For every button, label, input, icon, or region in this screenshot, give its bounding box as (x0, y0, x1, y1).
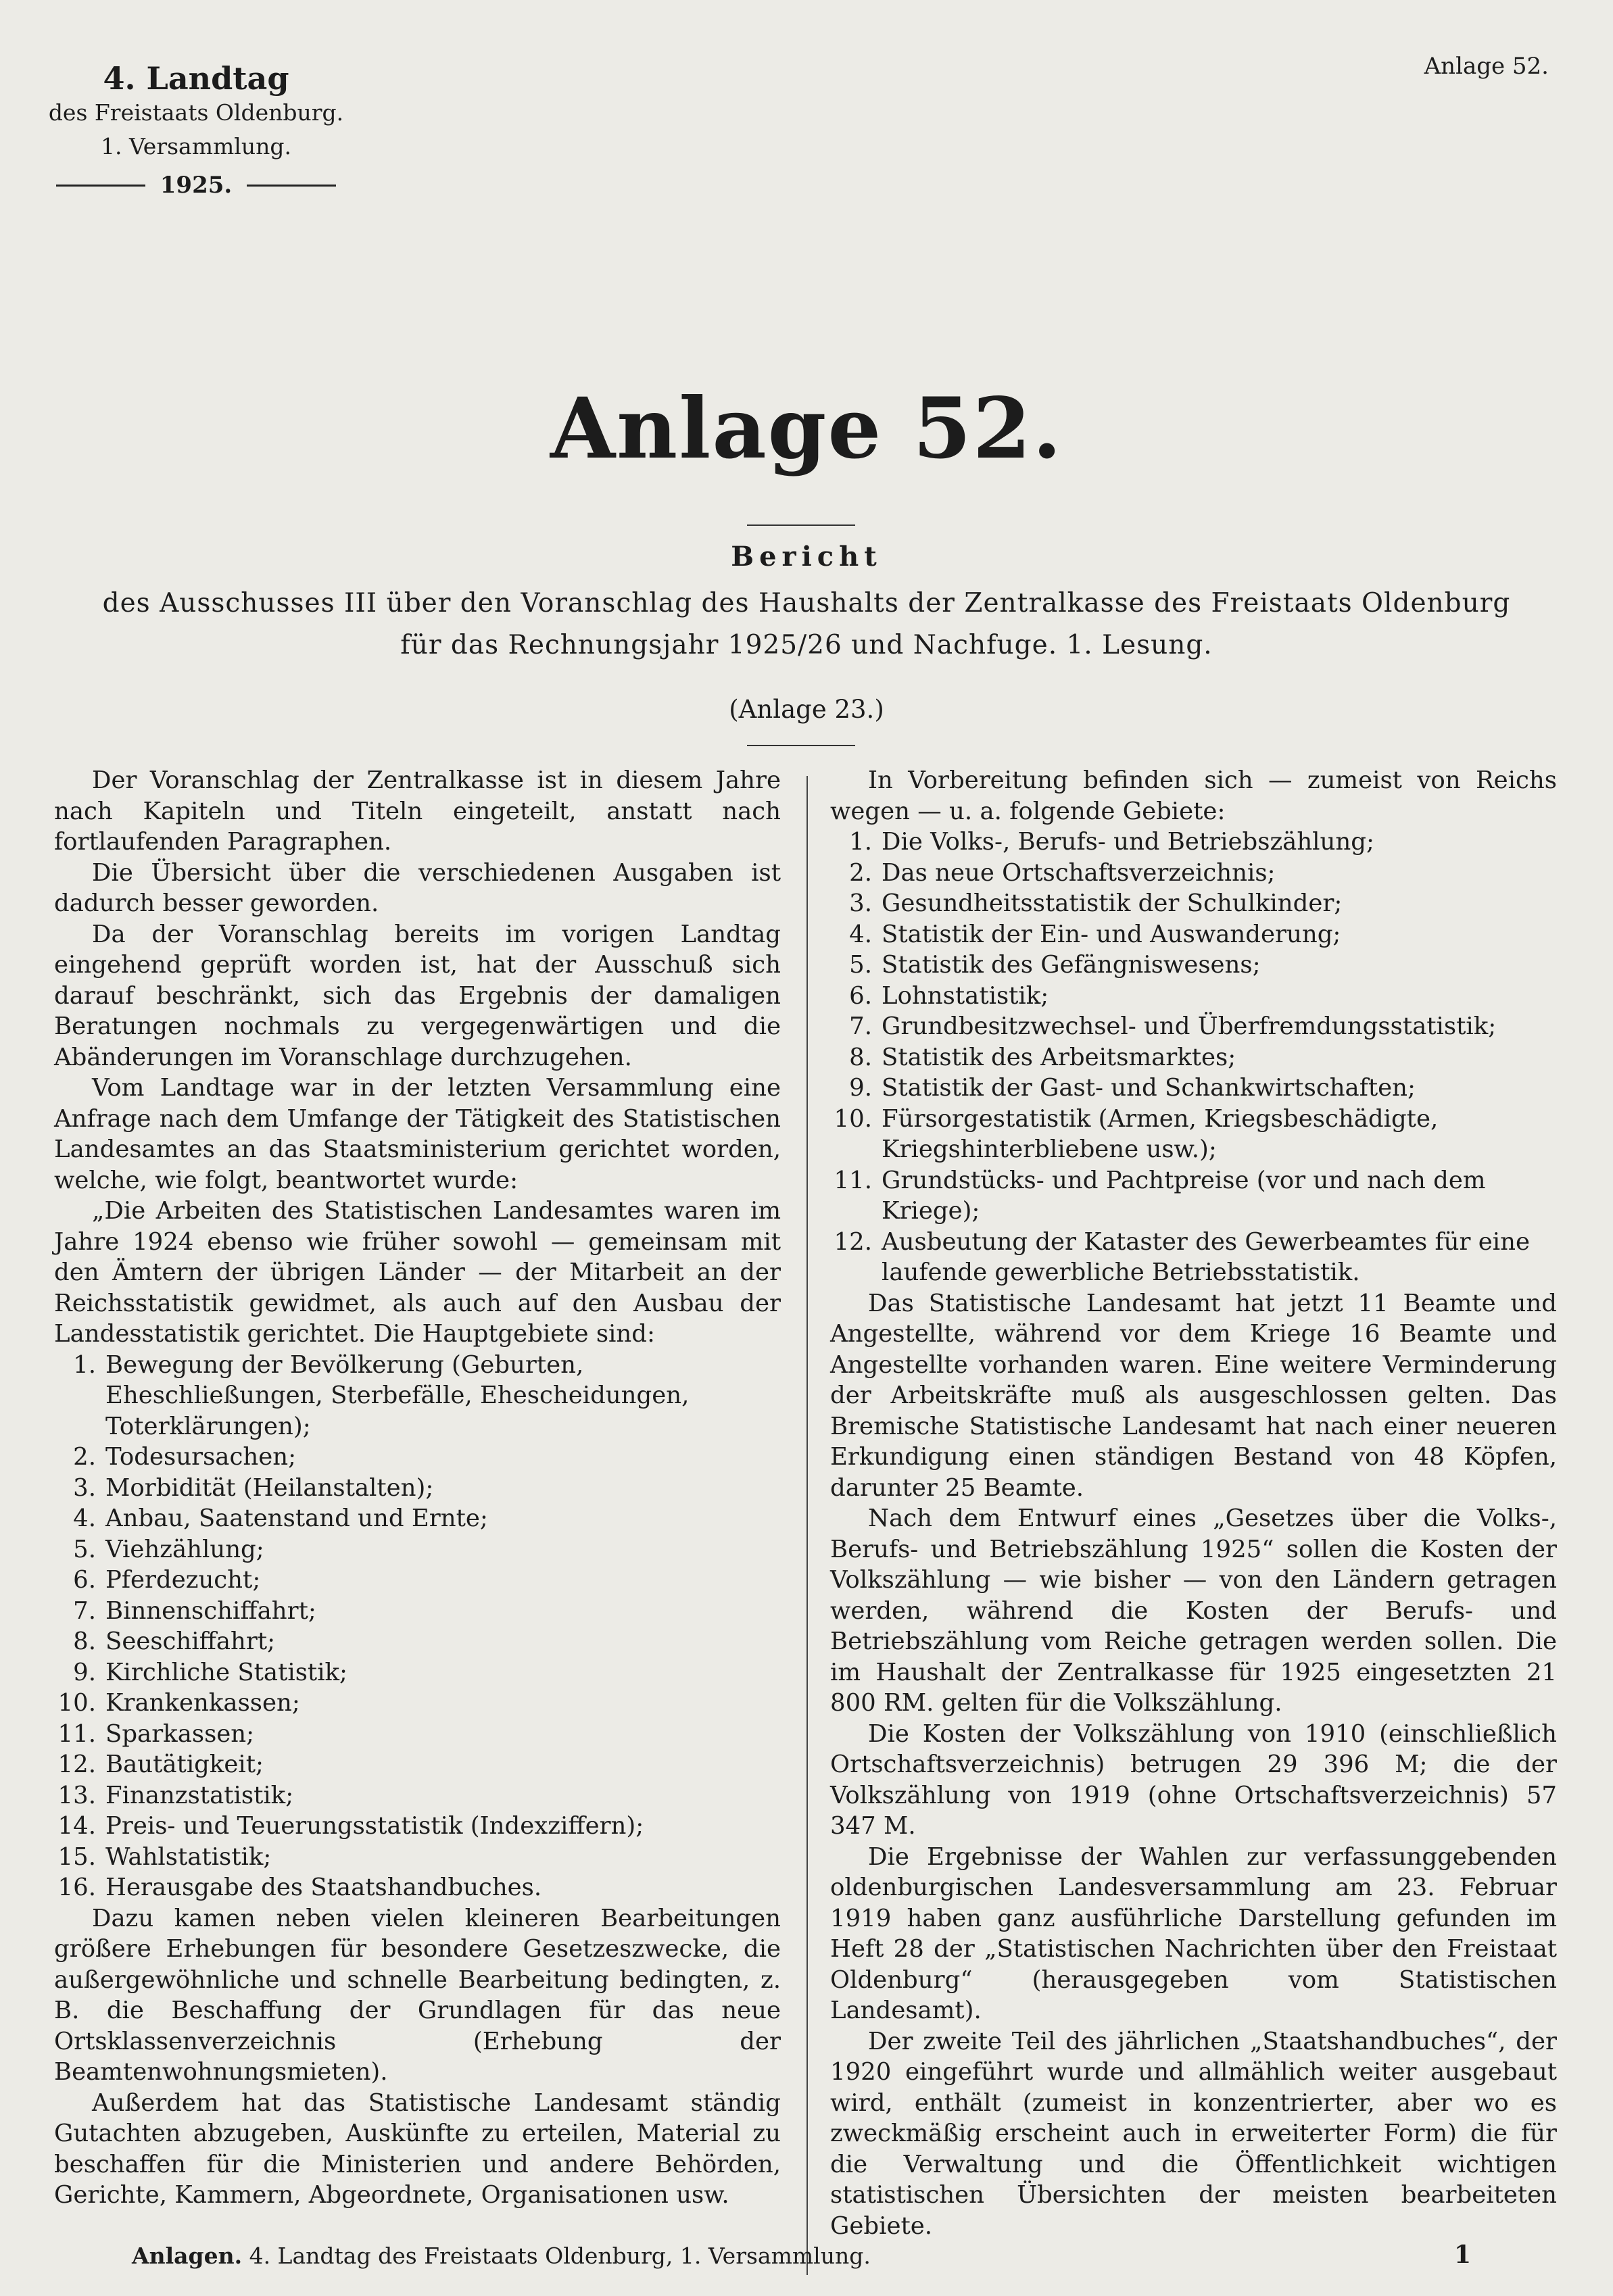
list-item: 1. Die Volks-, Berufs- und Betriebszählung; (849, 828, 1374, 856)
paragraph: Das Statistische Landesamt hat jetzt 11 Beamte und Angestellte, während vor dem Kriege 16 Beamte und Angestellte vorhanden waren. Eine weitere Verminderung der Arbeitskräfte muß als ausgeschlossen gelten. Das Bremische Statistische Landesamt hat nach einer neueren Erkundigung einen ständigen Bestand von 48 Köpfen, darunter 25 Beamte. (830, 1289, 1557, 1502)
list-item: 10. Krankenkassen; (57, 1689, 300, 1717)
list-item: 6. Lohnstatistik; (849, 981, 1049, 1010)
header-rule-right (247, 185, 336, 187)
header-year: 1925. (160, 172, 233, 199)
list-item: 4. Anbau, Saatenstand und Ernte; (73, 1505, 488, 1532)
header-landtag: 4. Landtag (103, 60, 289, 97)
page-footer (132, 2243, 871, 2269)
list-item: 2. Das neue Ortschaftsverzeichnis; (849, 858, 1276, 887)
header-rule-left (56, 185, 145, 187)
main-areas-list (54, 1350, 781, 1903)
footer-text: 4. Landtag des Freistaats Oldenburg, 1. Versammlung. (249, 2243, 871, 2269)
list-item: 14. Preis- und Teuerungsstatistik (Indexziffern); (57, 1812, 644, 1840)
header-annex-label: Anlage 52. (1424, 53, 1549, 80)
report-description (81, 583, 1532, 666)
list-item: 8. Seeschiffahrt; (73, 1628, 276, 1655)
list-item: 8. Statistik des Arbeitsmarktes; (849, 1043, 1236, 1071)
header-block (47, 59, 345, 205)
paragraph: Der zweite Teil des jährlichen „Staatshandbuches“, der 1920 eingeführt wurde und allmählich weiter ausgebaut wird, enthält (zumeist in konzentrierter, aber wo es zweckmäßig erscheint auch in erweiterter Form) die für die Verwaltung und die Öffentlichkeit wichtigen statistischen Übersichten der meisten bearbeiteten Gebiete. (830, 2027, 1557, 2240)
list-item: 9. Kirchliche Statistik; (73, 1658, 348, 1686)
paragraph: Dazu kamen neben vielen kleineren Bearbeitungen größere Erhebungen für besondere Gesetzeszwecke, die außergewöhnliche und schnelle Bearbeitung bedingten, z. B. die Beschaffung der Grundlagen für das neue Ortsklassenverzeichnis (Erhebung der Beamtenwohnungsmieten). (54, 1904, 781, 2086)
paragraph: Die Kosten der Volkszählung von 1910 (einschließlich Ortschaftsverzeichnis) betrugen 29 396 M; die der Volkszählung von 1919 (ohne Ortschaftsverzeichnis) 57 347 M. (830, 1719, 1557, 1840)
paragraph: „Die Arbeiten des Statistischen Landesamtes waren im Jahre 1924 ebenso wie früher sowohl — gemeinsam mit den Ämtern der übrigen Länder — der Mitarbeit an der Reichsstatistik gewidmet, als auch auf den Ausbau der Landesstatistik gerichtet. Die Hauptgebiete sind: (54, 1197, 781, 1348)
heading-divider (747, 745, 855, 746)
header-state: des Freistaats Oldenburg. (48, 99, 344, 126)
list-item: 11. Sparkassen; (57, 1719, 255, 1748)
paragraph: Die Übersicht über die verschiedenen Ausgaben ist dadurch besser geworden. (54, 858, 781, 917)
list-item: 3. Morbidität (Heilanstalten); (73, 1473, 434, 1502)
list-item: 2. Todesursachen; (73, 1443, 297, 1471)
report-heading: Bericht (731, 541, 882, 572)
column-divider (806, 776, 808, 2275)
list-item: 1. Bewegung der Bevölkerung (Geburten, Eheschließungen, Sterbefälle, Ehescheidungen, Toterklärungen); (73, 1350, 690, 1440)
list-item: 3. Gesundheitsstatistik der Schulkinder; (849, 889, 1343, 917)
list-item: 5. Viehzählung; (73, 1535, 264, 1563)
list-item: 13. Finanzstatistik; (57, 1781, 294, 1809)
list-item: 15. Wahlstatistik; (57, 1842, 272, 1871)
paragraph: Vom Landtage war in der letzten Versammlung eine Anfrage nach dem Umfange der Tätigkeit des Statistischen Landesamtes an das Staatsministerium gerichtet worden, welche, wie folgt, beantwortet wurde: (54, 1074, 781, 1194)
report-description-line2: für das Rechnungsjahr 1925/26 und Nachfuge. 1. Lesung. (400, 630, 1213, 660)
title-divider (747, 524, 855, 526)
page-number: 1 (1453, 2241, 1471, 2269)
paragraph: In Vorbereitung befinden sich — zumeist von Reichs wegen — u. a. folgende Gebiete: (830, 766, 1557, 825)
list-item: 7. Grundbesitzwechsel- und Überfremdungsstatistik; (849, 1012, 1497, 1040)
list-item: 7. Binnenschiffahrt; (73, 1596, 316, 1625)
left-column (54, 765, 781, 2211)
footer-label: Anlagen. (132, 2243, 243, 2269)
paragraph: Der Voranschlag der Zentralkasse ist in diesem Jahre nach Kapiteln und Titeln eingeteilt, anstatt nach fortlaufenden Paragraphen. (54, 766, 781, 856)
list-item: 4. Statistik der Ein- und Auswanderung; (849, 920, 1341, 948)
list-item: 10. Fürsorgestatistik (Armen, Kriegsbeschädigte, Kriegshinterbliebene usw.); (834, 1104, 1439, 1163)
planned-areas-list (830, 827, 1557, 1288)
header-year-line (47, 165, 345, 205)
paragraph: Die Ergebnisse der Wahlen zur verfassunggebenden oldenburgischen Landesversammlung am 23. Februar 1919 haben ganz ausführliche Darstellung gefunden im Heft 28 der „Statistischen Nachrichten über den Freistaat Oldenburg“ (herausgegeben vom Statistischen Landesamt). (830, 1842, 1557, 2024)
paragraph: Außerdem hat das Statistische Landesamt ständig Gutachten abzugeben, Auskünfte zu erteilen, Material zu beschaffen für die Ministerien und andere Behörden, Gerichte, Kammern, Abgeordnete, Organisationen usw. (54, 2089, 781, 2209)
right-column (830, 765, 1557, 2241)
list-item: 12. Bautätigkeit; (57, 1751, 264, 1778)
list-item: 6. Pferdezucht; (73, 1566, 261, 1594)
annex-reference: (Anlage 23.) (729, 695, 884, 724)
paragraph: Nach dem Entwurf eines „Gesetzes über die Volks-, Berufs- und Betriebszählung 1925“ sollen die Kosten der Volkszählung — wie bisher — von den Ländern getragen werden, während die Kosten der Berufs- und Betriebszählung vom Reiche getragen werden sollen. Die im Haushalt der Zentralkasse für 1925 eingesetzten 21 800 RM. gelten für die Volkszählung. (830, 1505, 1557, 1717)
list-item: 5. Statistik des Gefängniswesens; (849, 951, 1261, 979)
report-description-line1: des Ausschusses III über den Voranschlag des Haushalts der Zentralkasse des Freistaats Oldenburg (102, 588, 1511, 618)
header-session: 1. Versammlung. (101, 133, 291, 160)
list-item: 12. Ausbeutung der Kataster des Gewerbeamtes für eine laufende gewerbliche Betriebsstatistik. (834, 1227, 1530, 1286)
page-title: Anlage 52. (550, 380, 1063, 478)
list-item: 9. Statistik der Gast- und Schankwirtschaften; (849, 1074, 1416, 1102)
list-item: 16. Herausgabe des Staatshandbuches. (57, 1874, 542, 1901)
paragraph: Da der Voranschlag bereits im vorigen Landtag eingehend geprüft worden ist, hat der Ausschuß sich darauf beschränkt, sich das Ergebnis der damaligen Beratungen nochmals zu vergegenwärtigen und die Abänderungen im Voranschlage durchzugehen. (54, 920, 781, 1071)
list-item: 11. Grundstücks- und Pachtpreise (vor und nach dem Kriege); (834, 1166, 1486, 1225)
